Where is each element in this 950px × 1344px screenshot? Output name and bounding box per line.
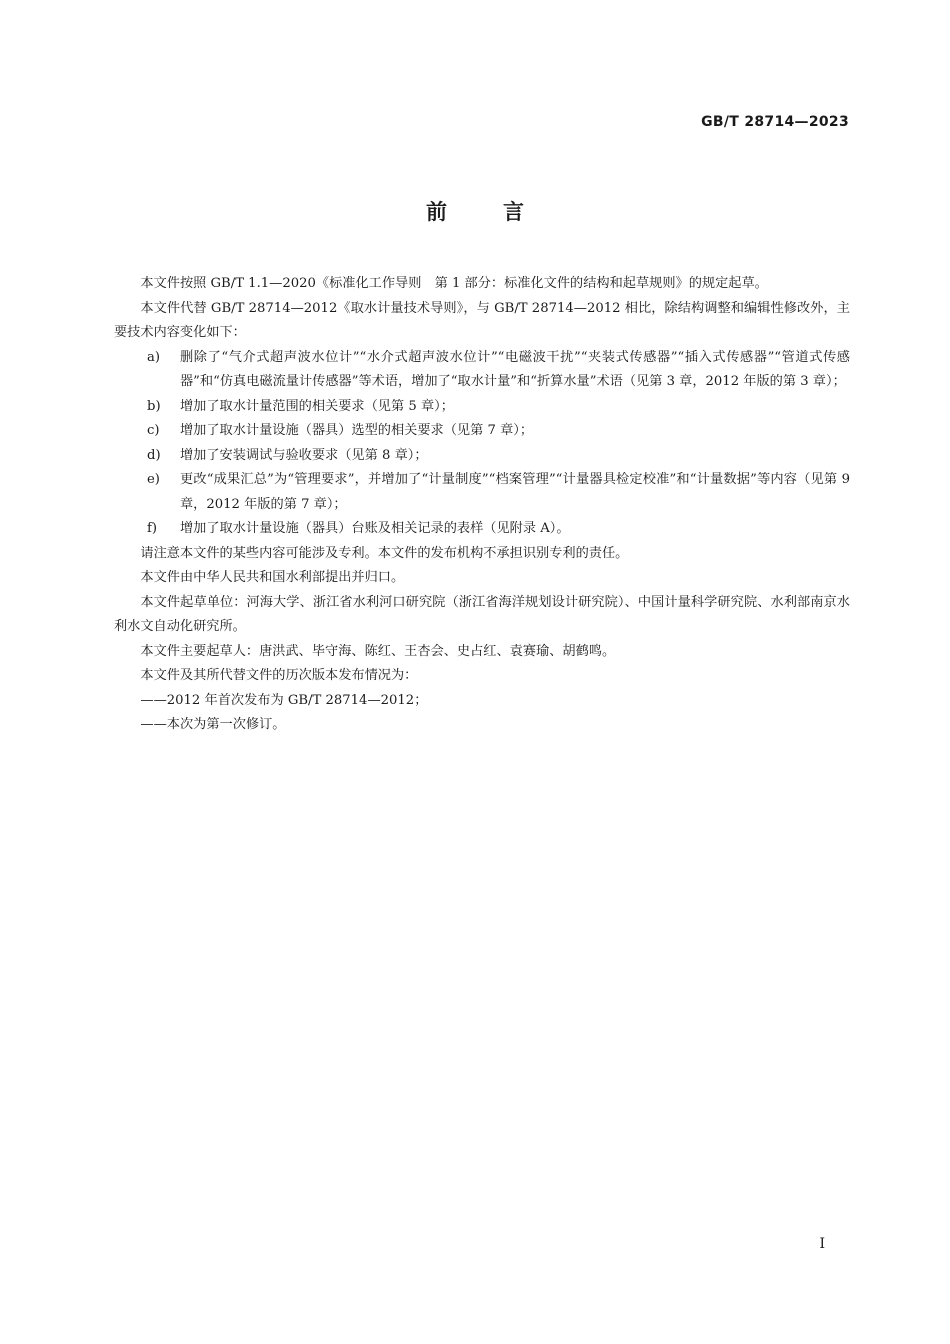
list-item xyxy=(114,517,850,542)
standard-code: GB/T 28714—2023 xyxy=(701,114,849,130)
list-item xyxy=(114,346,850,395)
foreword-body xyxy=(114,272,850,738)
list-item-mark: d) xyxy=(147,447,161,463)
page-title: 前言 xyxy=(426,200,580,224)
list-item-mark: f) xyxy=(147,521,158,536)
paragraph-history-intro: 本文件及其所代替文件的历次版本发布情况为： xyxy=(140,668,418,683)
list-item-mark: a) xyxy=(147,349,161,365)
paragraph-patent-notice: 请注意本文件的某些内容可能涉及专利。本文件的发布机构不承担识别专利的责任。 xyxy=(140,545,629,561)
list-item-text: 增加了取水计量设施（器具）台账及相关记录的表样（见附录 A）。 xyxy=(180,521,570,536)
paragraph-history-first: ——2012 年首次发布为 GB/T 28714—2012； xyxy=(140,692,428,708)
list-item-text: 增加了取水计量范围的相关要求（见第 5 章）； xyxy=(180,398,454,414)
paragraph-drafters: 本文件主要起草人：唐洪武、毕守海、陈红、王杏会、史占红、袁赛瑜、胡鹤鸣。 xyxy=(140,643,616,659)
paragraph-replaces: 本文件代替 GB/T 28714—2012《取水计量技术导则》，与 GB/T 28714—2012 相比，除结构调整和编辑性修改外，主要技术内容变化如下： xyxy=(114,300,850,340)
list-item xyxy=(114,395,850,420)
page-number: I xyxy=(819,1236,825,1252)
list-item-mark: b) xyxy=(147,398,161,414)
list-item-text: 删除了“气介式超声波水位计”“水介式超声波水位计”“电磁波干扰”“夹装式传感器”“插入式传感器”“管道式传感器”和“仿真电磁流量计传感器”等术语，增加了“取水计量”和“折算水量”术语（见第 3 章，2012 年版的第 3 章）； xyxy=(180,349,850,389)
paragraph-drafting-units: 本文件起草单位：河海大学、浙江省水利河口研究院（浙江省海洋规划设计研究院）、中国计量科学研究院、水利部南京水利水文自动化研究所。 xyxy=(114,594,850,634)
paragraph-proposed-by: 本文件由中华人民共和国水利部提出并归口。 xyxy=(140,570,405,585)
paragraph-drafting-rules: 本文件按照 GB/T 1.1—2020《标准化工作导则 第 1 部分：标准化文件的结构和起草规则》的规定起草。 xyxy=(140,276,768,291)
list-item-text: 更改“成果汇总”为“管理要求”，并增加了“计量制度”“档案管理”“计量器具检定校准”和“计量数据”等内容（见第 9 章，2012 年版的第 7 章）； xyxy=(180,472,850,512)
list-item-mark: c) xyxy=(147,423,160,438)
list-item xyxy=(114,444,850,469)
list-item-mark: e) xyxy=(147,472,160,487)
list-item-text: 增加了安装调试与验收要求（见第 8 章）； xyxy=(180,447,428,463)
change-list xyxy=(114,346,850,542)
list-item xyxy=(114,419,850,444)
paragraph-history-second: ——本次为第一次修订。 xyxy=(140,717,286,732)
list-item-text: 增加了取水计量设施（器具）选型的相关要求（见第 7 章）； xyxy=(180,423,534,438)
list-item xyxy=(114,468,850,517)
